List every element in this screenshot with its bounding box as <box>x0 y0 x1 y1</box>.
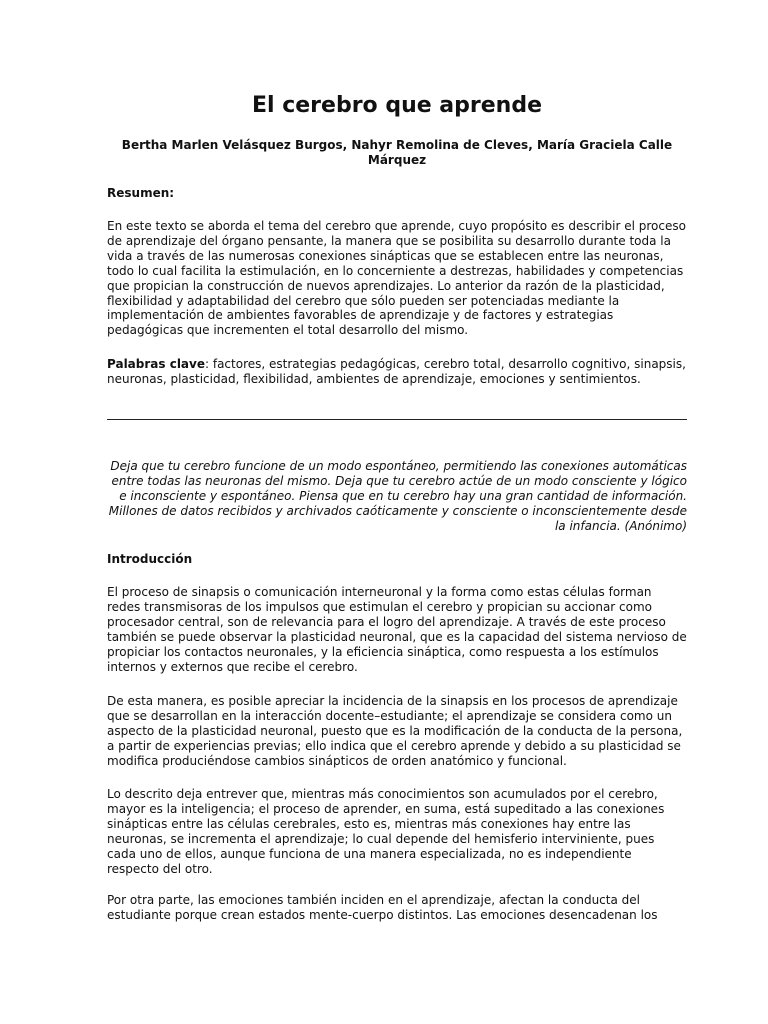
epigraph-quote: Deja que tu cerebro funcione de un modo espontáneo, permitiendo las conexiones automáticas entre todas las neuronas del mismo. Deja que tu cerebro actúe de un modo consciente y lógico e inconsciente y espontáneo. Piensa que en tu cerebro hay una gran cantidad de información. Millones de datos recibidos y archivados caóticamente y consciente o inconscientemente desde la infancia. (Anónimo) <box>108 459 687 533</box>
keywords-text: : factores, estrategias pedagógicas, cerebro total, desarrollo cognitivo, sinapsis, neuronas, plasticidad, flexibilidad, ambientes de aprendizaje, emociones y sentimientos. <box>107 357 686 386</box>
intro-paragraph-1: El proceso de sinapsis o comunicación interneuronal y la forma como estas células forman redes transmisoras de los impulsos que estimulan el cerebro y propician su accionar como procesador central, son de relevancia para el logro del aprendizaje. A través de este proceso también se puede observar la plasticidad neuronal, que es la capacidad del sistema nervioso de propiciar los contactos neuronales, y la eficiencia sináptica, como respuesta a los estímulos internos y externos que recibe el cerebro. <box>107 585 687 674</box>
abstract-heading: Resumen: <box>107 186 175 200</box>
document-authors: Bertha Marlen Velásquez Burgos, Nahyr Remolina de Cleves, María Graciela Calle Márquez <box>121 138 673 167</box>
intro-paragraph-4: Por otra parte, las emociones también inciden en el aprendizaje, afectan la conducta del estudiante porque crean estados mente-cuerpo distintos. Las emociones desencadenan los <box>107 893 658 922</box>
intro-paragraph-3: Lo descrito deja entrever que, mientras más conocimientos son acumulados por el cerebro, mayor es la inteligencia; el proceso de aprender, en suma, está supeditado a las conexiones sinápticas entre las células cerebrales, esto es, mientras más conexiones hay entre las neuronas, se incrementa el aprendizaje; lo cual depende del hemisferio interviniente, pues cada uno de ellos, aunque funciona de una manera especializada, no es independiente respecto del otro. <box>107 787 665 876</box>
section-divider <box>107 419 687 420</box>
document-title: El cerebro que aprende <box>251 93 543 118</box>
keywords-paragraph <box>107 357 687 387</box>
intro-paragraph-2: De esta manera, es posible apreciar la incidencia de la sinapsis en los procesos de aprendizaje que se desarrollan en la interacción docente–estudiante; el aprendizaje se considera como un aspecto de la plasticidad neuronal, puesto que es la modificación de la conducta de la persona, a partir de experiencias previas; ello indica que el cerebro aprende y debido a su plasticidad se modifica produciéndose cambios sinápticos de orden anatómico y funcional. <box>107 694 683 768</box>
intro-heading: Introducción <box>107 552 193 566</box>
abstract-text: En este texto se aborda el tema del cerebro que aprende, cuyo propósito es describir el proceso de aprendizaje del órgano pensante, la manera que se posibilita su desarrollo durante toda la vida a través de las numerosas conexiones sinápticas que se establecen entre las neuronas, todo lo cual facilita la estimulación, en lo concerniente a destrezas, habilidades y competencias que propician la construcción de nuevos aprendizajes. Lo anterior da razón de la plasticidad, flexibilidad y adaptabilidad del cerebro que sólo pueden ser potenciadas mediante la implementación de ambientes favorables de aprendizaje y de factores y estrategias pedagógicas que incrementen el total desarrollo del mismo. <box>107 219 686 338</box>
keywords-label: Palabras clave <box>107 357 205 371</box>
